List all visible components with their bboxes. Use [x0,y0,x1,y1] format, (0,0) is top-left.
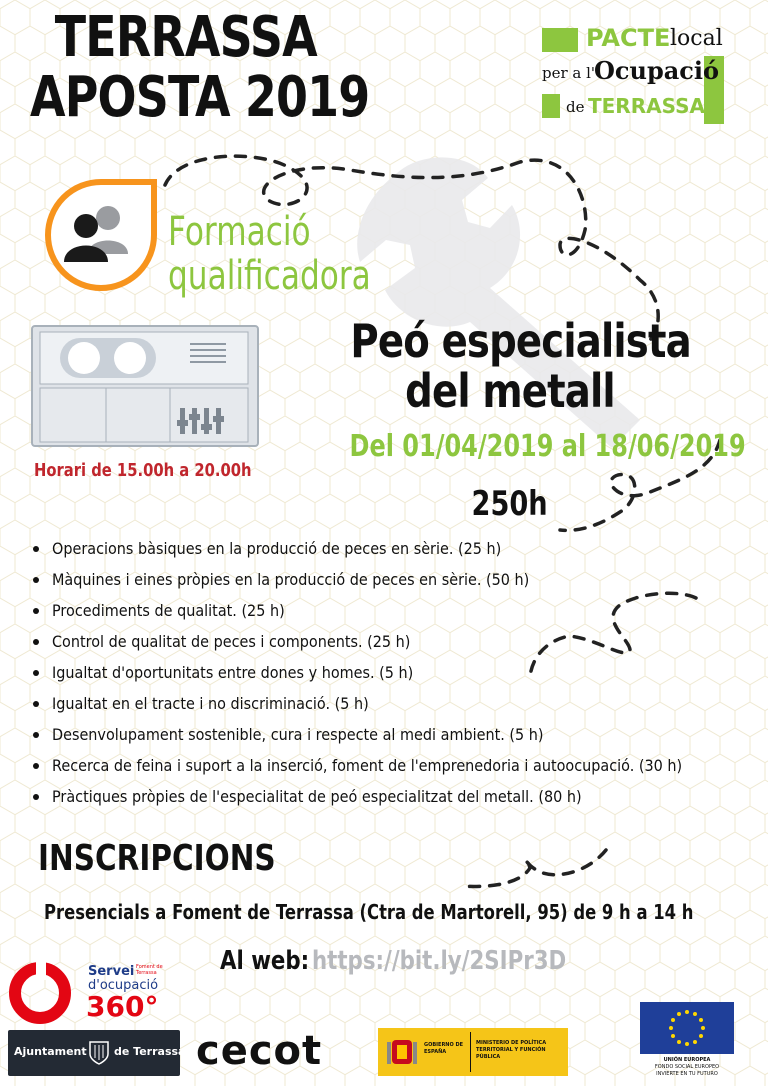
users-icon [42,176,160,294]
course-schedule: Horari de 15.00h a 20.00h [34,460,252,481]
gobierno-divider [470,1032,471,1072]
servei-ocupacio-logo [6,962,186,1022]
course-title-line2: del metall [405,364,615,418]
eu-line3: INVIERTE EN TU FUTURO [656,1071,718,1077]
list-item: Màquines i eines pròpies en la producció de peces en sèrie. (50 h) [30,567,750,598]
main-title [30,5,370,130]
course-title-line1: Peó especialista [350,314,691,368]
gobierno-left: GOBIERNO DE ESPAÑA [424,1042,464,1055]
main-title-line1: TERRASSA [54,5,317,70]
coat-of-arms-icon [88,1040,110,1066]
servei-circle-icon [6,962,78,1024]
web-info [220,946,620,976]
pacte-local-logo [540,22,740,122]
pacte-per-word: per a l' [542,64,596,82]
list-item: Igualtat d'oportunitats entre dones y homes. (5 h) [30,660,750,691]
servei-line1: Servei [88,964,135,979]
ajuntament-left: Ajuntament [14,1045,87,1058]
category-label [168,210,371,298]
list-item: Procediments de qualitat. (25 h) [30,598,750,629]
pacte-ocupacio-word: Ocupació [594,56,720,85]
web-label: Al web: [220,946,310,976]
pacte-local-word: local [670,26,723,51]
pacte-terrassa-word: TERRASSA [588,94,705,118]
pacte-logo-bar [542,94,560,118]
eu-logo [640,1002,734,1082]
list-item: Igualtat en el tracte i no discriminació. (5 h) [30,691,750,722]
modules-list [30,536,750,815]
gobierno-right: MINISTERIO DE POLÍTICA TERRITORIAL Y FUNCIÓN PÚBLICA [476,1040,547,1060]
eu-flag-icon [640,1002,734,1054]
main-title-line2: APOSTA 2019 [30,65,370,130]
eu-line2: FONDO SOCIAL EUROPEO [654,1064,720,1070]
category-line2: qualificadora [168,253,371,299]
list-item: Operacions bàsiques en la producció de peces en sèrie. (25 h) [30,536,750,567]
web-link[interactable]: https://bit.ly/2SIPr3D [312,946,567,976]
ajuntament-right: de Terrassa [114,1045,186,1058]
gobierno-logo [378,1028,568,1076]
eu-line1: UNIÓN EUROPEA [663,1057,711,1063]
list-item: Desenvolupament sostenible, cura i respecte al medi ambient. (5 h) [30,722,750,753]
list-item: Control de qualitat de peces i components. (25 h) [30,629,750,660]
spain-coat-of-arms-icon [386,1036,418,1068]
course-hours: 250h [471,484,549,524]
cecot-logo: cecot [196,1028,323,1074]
control-panel-illustration [30,322,260,450]
servei-360: 360° [86,990,159,1023]
ajuntament-logo [8,1030,186,1076]
list-item: Pràctiques pròpies de l'especialitat de peó especialitzat del metall. (80 h) [30,784,750,815]
pacte-de-word: de [566,98,585,116]
category-line1: Formació [168,209,311,255]
servei-foment: Foment de Terrassa [136,964,163,976]
in-person-info: Presencials a Foment de Terrassa (Ctra de Martorell, 95) de 9 h a 14 h [44,900,694,924]
pacte-logo-bar [542,28,578,52]
course-title [320,316,700,416]
servei-line2: d'ocupació [88,978,159,993]
list-item: Recerca de feina i suport a la inserció, foment de l'emprenedoria i autoocupació. (30 h) [30,753,750,784]
inscriptions-heading: INSCRIPCIONS [38,838,276,879]
pacte-word: PACTE [586,24,671,52]
course-dates: Del 01/04/2019 al 18/06/2019 [349,429,746,464]
